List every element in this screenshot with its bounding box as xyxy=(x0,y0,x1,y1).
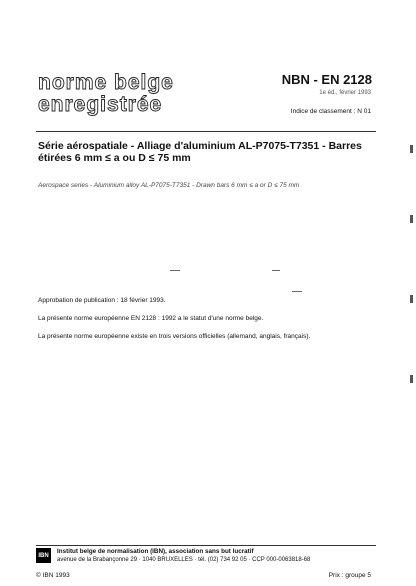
document-title-en: Aerospace series - Aluminium alloy AL-P7075-T7351 - Drawn bars 6 mm ≤ a or D ≤ 75 mm xyxy=(38,182,300,189)
field-mark xyxy=(272,270,280,271)
top-divider xyxy=(36,131,376,132)
brand-line-2: enregistrée xyxy=(38,93,163,116)
versions-text: La présente norme européenne existe en trois versions officielles (allemand, anglais, français). xyxy=(38,333,311,340)
scan-edge-mark xyxy=(410,145,413,153)
field-mark xyxy=(292,291,302,292)
price-group: Prix : groupe 5 xyxy=(328,572,371,579)
approval-text: Approbation de publication : 18 février 1993. xyxy=(38,297,166,304)
scan-edge-mark xyxy=(410,295,413,303)
scan-edge-mark xyxy=(410,215,413,223)
document-title-fr: Série aérospatiale - Alliage d'aluminium AL-P7075-T7351 - Barres étirées 6 mm ≤ a ou D ≤ 75 mm xyxy=(38,140,362,164)
classification-index: Indice de classement : N 01 xyxy=(290,108,371,115)
brand-line-1: norme belge xyxy=(38,71,174,94)
scan-edge-mark xyxy=(410,375,413,383)
bottom-divider xyxy=(36,545,376,546)
field-mark xyxy=(170,270,180,271)
status-text: La présente norme européenne EN 2128 : 1992 a le statut d'une norme belge. xyxy=(38,315,264,322)
institute-name: Institut belge de normalisation (IBN), association sans but lucratif xyxy=(57,548,254,555)
edition-date: 1e éd., février 1993 xyxy=(319,90,371,96)
copyright-text: © IBN 1993 xyxy=(36,572,70,579)
ibn-logo: IBN xyxy=(36,548,51,563)
standard-code: NBN - EN 2128 xyxy=(281,72,372,87)
institute-address: avenue de la Brabançonne 29 · 1040 BRUXELLES · tél. (02) 734 92 05 · CCP 000-0063818-68 xyxy=(57,557,311,563)
